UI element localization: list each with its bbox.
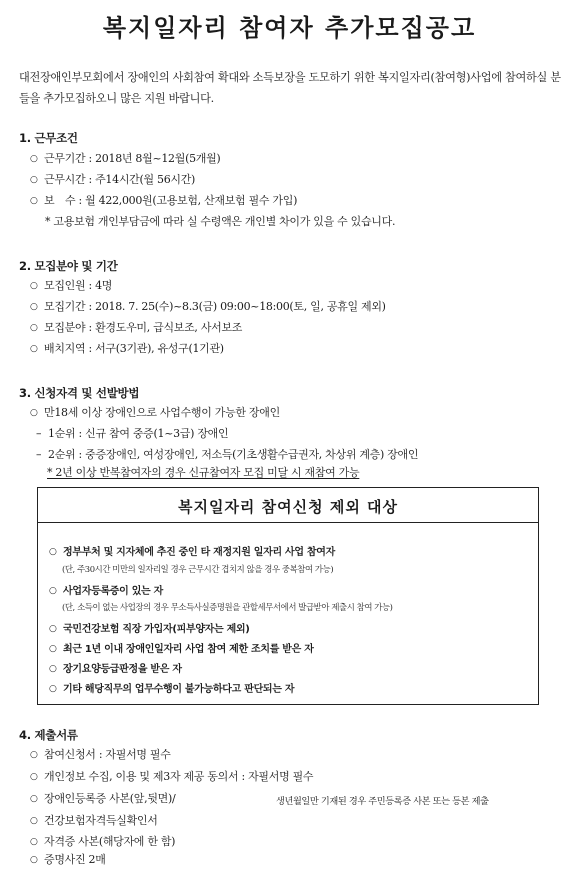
exclusion-item: ○ 장기요양등급판정을 받은 자 bbox=[49, 664, 182, 675]
section-heading-recruitment: 2. 모집분야 및 기간 bbox=[19, 259, 118, 273]
intro-paragraph: 대전장애인부모회에서 장애인의 사회참여 확대와 소득보장을 도모하기 위한 복지일자리(참여형)사업에 참여하실 분들을 추가모집하오니 많은 지원 바랍니다. bbox=[19, 71, 561, 105]
reparticipation-note: * 2년 이상 반복참여자의 경우 신규참여자 모집 미달 시 재참여 가능 bbox=[47, 466, 360, 479]
circle-bullet-icon: ○ bbox=[30, 772, 38, 782]
divider bbox=[37, 522, 539, 523]
exclusion-item: ○ 국민건강보험 직장 가입자(피부양자는 제외) bbox=[49, 624, 250, 635]
exclusion-sub-note: (단, 주30시간 미만의 일자리일 경우 근무시간 겹치지 않을 경우 중복참여 가능) bbox=[62, 564, 334, 574]
priority-item: – 2순위 : 중증장애인, 여성장애인, 저소득(기초생활수급권자, 차상위 계층) 장애인 bbox=[36, 448, 419, 461]
list-item: ○ 참여신청서 : 자필서명 필수 bbox=[30, 748, 171, 761]
list-item: ○ 건강보험자격득실확인서 bbox=[30, 814, 158, 827]
circle-bullet-icon: ○ bbox=[30, 323, 38, 333]
circle-bullet-icon: ○ bbox=[30, 302, 38, 312]
id-card-note: 생년월일만 기재된 경우 주민등록증 사본 또는 등본 제출 bbox=[276, 796, 489, 807]
list-item: ○ 보 수 : 월 422,000원(고용보험, 산재보험 필수 가입) bbox=[30, 194, 298, 207]
priority-item: – 1순위 : 신규 참여 중증(1~3급) 장애인 bbox=[36, 427, 229, 440]
list-item: ○ 배치지역 : 서구(3기관), 유성구(1기관) bbox=[30, 342, 224, 355]
dash-bullet-icon: – bbox=[36, 427, 42, 440]
exclusion-item: ○ 사업자등록증이 있는 자 bbox=[49, 586, 163, 597]
circle-bullet-icon: ○ bbox=[30, 408, 38, 418]
circle-bullet-icon: ○ bbox=[30, 154, 38, 164]
dash-bullet-icon: – bbox=[36, 448, 42, 461]
list-item: ○ 모집기간 : 2018. 7. 25(수)~8.3(금) 09:00~18:00(토, 일, 공휴일 제외) bbox=[30, 300, 386, 313]
exclusion-item: ○ 최근 1년 이내 장애인일자리 사업 참여 제한 조치를 받은 자 bbox=[49, 644, 314, 655]
circle-bullet-icon: ○ bbox=[30, 837, 38, 847]
insurance-note: * 고용보험 개인부담금에 따라 실 수령액은 개인별 차이가 있을 수 있습니다. bbox=[45, 215, 396, 228]
list-item: ○ 장애인등록증 사본(앞,뒷면)/ bbox=[30, 792, 176, 805]
circle-bullet-icon: ○ bbox=[30, 196, 38, 206]
list-item: ○ 개인정보 수집, 이용 및 제3자 제공 동의서 : 자필서명 필수 bbox=[30, 770, 314, 783]
page-title: 복지일자리 참여자 추가모집공고 bbox=[102, 14, 477, 42]
circle-bullet-icon: ○ bbox=[49, 547, 57, 557]
list-item: ○ 만18세 이상 장애인으로 사업수행이 가능한 장애인 bbox=[30, 406, 280, 419]
circle-bullet-icon: ○ bbox=[30, 175, 38, 185]
exclusion-box bbox=[37, 487, 539, 705]
section-heading-eligibility: 3. 신청자격 및 선발방법 bbox=[19, 386, 140, 400]
list-item: ○ 근무시간 : 주14시간(월 56시간) bbox=[30, 173, 196, 186]
list-item: ○ 증명사진 2매 bbox=[30, 853, 106, 866]
circle-bullet-icon: ○ bbox=[30, 344, 38, 354]
exclusion-item: ○ 정부부처 및 지자체에 추진 중인 타 재정지원 일자리 사업 참여자 bbox=[49, 547, 335, 558]
section-heading-conditions: 1. 근무조건 bbox=[19, 131, 78, 145]
exclusion-sub-note: (단, 소득이 없는 사업장의 경우 무소득사실증명원을 관할세무서에서 발급받아 제출시 참여 가능) bbox=[62, 602, 393, 612]
circle-bullet-icon: ○ bbox=[30, 855, 38, 865]
circle-bullet-icon: ○ bbox=[30, 281, 38, 291]
circle-bullet-icon: ○ bbox=[30, 750, 38, 760]
circle-bullet-icon: ○ bbox=[49, 664, 57, 674]
circle-bullet-icon: ○ bbox=[49, 624, 57, 634]
circle-bullet-icon: ○ bbox=[49, 586, 57, 596]
circle-bullet-icon: ○ bbox=[49, 644, 57, 654]
exclusion-box-title: 복지일자리 참여신청 제외 대상 bbox=[177, 498, 399, 516]
list-item: ○ 자격증 사본(해당자에 한 함) bbox=[30, 835, 176, 848]
circle-bullet-icon: ○ bbox=[30, 794, 38, 804]
circle-bullet-icon: ○ bbox=[30, 816, 38, 826]
list-item: ○ 모집분야 : 환경도우미, 급식보조, 사서보조 bbox=[30, 321, 243, 334]
section-heading-documents: 4. 제출서류 bbox=[19, 728, 78, 742]
circle-bullet-icon: ○ bbox=[49, 684, 57, 694]
list-item: ○ 근무기간 : 2018년 8월~12월(5개월) bbox=[30, 152, 221, 165]
list-item: ○ 모집인원 : 4명 bbox=[30, 279, 113, 292]
exclusion-item: ○ 기타 해당직무의 업무수행이 불가능하다고 판단되는 자 bbox=[49, 684, 295, 695]
